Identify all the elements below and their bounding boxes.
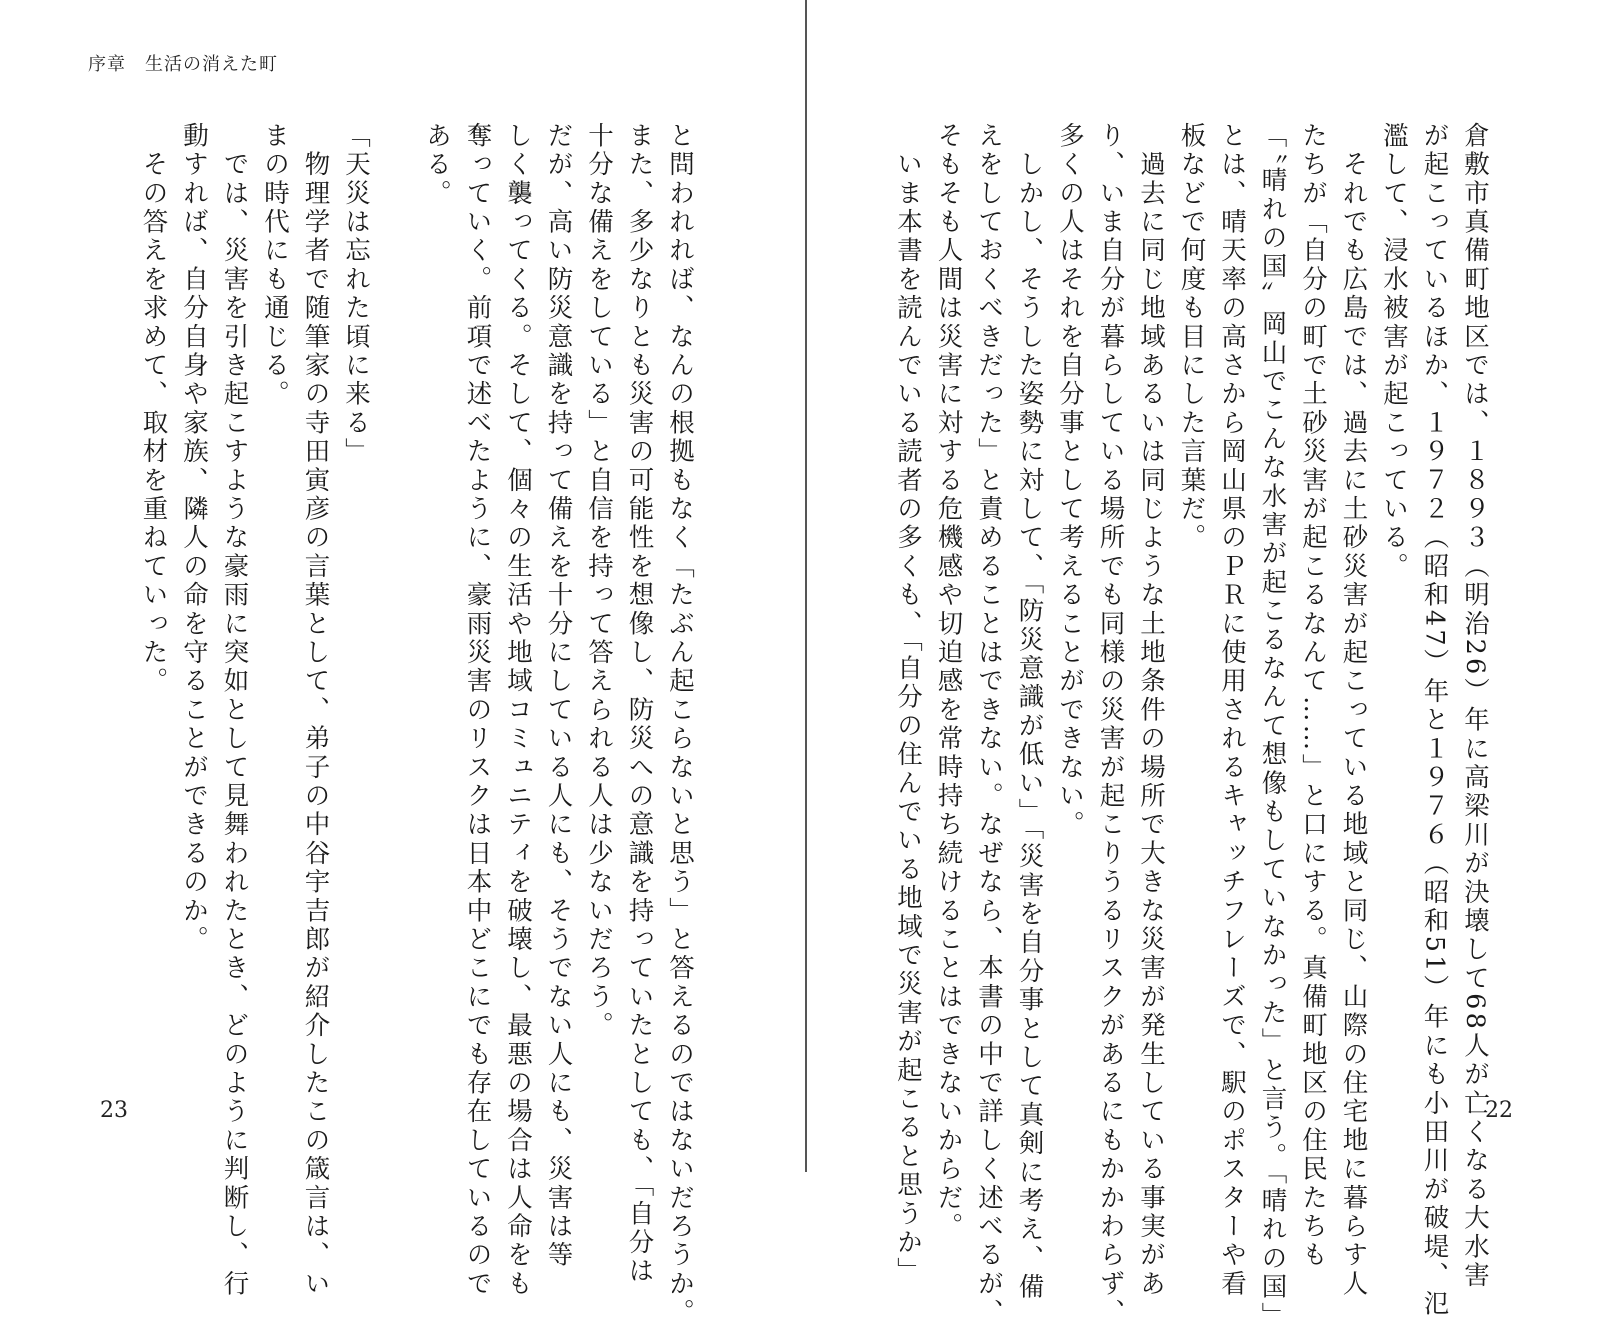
right-page-text	[893, 122, 1495, 1331]
text-line: 「〝晴れの国〟岡山でこんな水害が起こるなんて想像もしていなかった」と言う。「晴れの国」	[1257, 122, 1288, 1331]
text-line: 「天災は忘れた頃に来る」	[341, 122, 371, 467]
left-page-text	[120, 122, 700, 1328]
text-line: いま本書を読んでいる読者の多くも、「自分の住んでいる地域で災害が起こると思うか」	[893, 122, 923, 1286]
page-gutter	[805, 0, 807, 1172]
text-line: 奪っていく。前項で述べたように、豪雨災害のリスクは日本中どこにでも存在しているので	[462, 122, 493, 1299]
text-line: 動すれば、自分自身や家族、隣人の命を守ることができるのか。	[179, 122, 209, 955]
text-line: しく襲ってくる。そして、個々の生活や地域コミュニティを破壊し、最悪の場合は人命をも	[503, 122, 533, 1299]
text-line: たちが「自分の町で土砂災害が起こるなんて……」と口にする。真備町地区の住民たちも	[1298, 122, 1328, 1270]
text-line: その答えを求めて、取材を重ねていった。	[138, 122, 169, 696]
text-line: 過去に同じ地域あるいは同じような土地条件の場所で大きな災害が発生している事実があ	[1136, 122, 1166, 1299]
text-line: では、災害を引き起こすような豪雨に突如として見舞われたとき、どのように判断し、行	[219, 122, 250, 1299]
text-line: が起こっているほか、１９７２（昭和47）年と１９７６（昭和51）年にも小田川が破堤、氾	[1419, 122, 1450, 1319]
text-line: また、多少なりとも災害の可能性を想像し、防災への意識を持っていたとしても、「自分は	[624, 122, 655, 1286]
text-line: そもそも人間は災害に対する危機感や切迫感を常時持ち続けることはできないからだ。	[933, 122, 964, 1242]
text-line: 板などで何度も目にした言葉だ。	[1176, 122, 1207, 553]
running-head: 序章 生活の消えた町	[88, 54, 278, 75]
text-line: 多くの人はそれを自分事として考えることができない。	[1055, 122, 1085, 840]
text-line: ある。	[422, 122, 452, 209]
text-line: とは、晴天率の高さから岡山県のＰＲに使用されるキャッチフレーズで、駅のポスターや看	[1217, 122, 1247, 1299]
page-number-right: 22	[1485, 1098, 1513, 1123]
text-line: 物理学者で随筆家の寺田寅彦の言葉として、弟子の中谷宇吉郎が紹介したこの箴言は、い	[300, 122, 331, 1299]
text-line	[376, 122, 417, 1054]
text-line: と問われれば、なんの根拠もなく「たぶん起こらないと思う」と答えるのではないだろうか。	[665, 122, 695, 1328]
text-line: しかし、そうした姿勢に対して、「防災意識が低い」「災害を自分事として真剣に考え、備	[1014, 122, 1045, 1302]
text-line: り、いま自分が暮らしている場所でも同様の災害が起こりうるリスクがあるにもかかわらず、	[1095, 122, 1126, 1328]
text-line: 濫して、浸水被害が起こっている。	[1379, 122, 1409, 582]
text-line: まの時代にも通じる。	[260, 122, 290, 409]
page-number-left: 23	[100, 1098, 128, 1123]
text-line: 十分な備えをしている」と自信を持って答えられる人は少ないだろう。	[584, 122, 614, 1041]
text-line: 倉敷市真備町地区では、１８９３（明治26）年に高梁川が決壊して68人が亡くなる大水害	[1460, 122, 1490, 1291]
text-line: それでも広島では、過去に土砂災害が起こっている地域と同じ、山際の住宅地に暮らす人	[1338, 122, 1369, 1299]
text-line: だが、高い防災意識を持って備えを十分にしている人にも、そうでない人にも、災害は等	[543, 122, 574, 1270]
text-line: えをしておくべきだった」と責めることはできない。なぜなら、本書の中で詳しく述べるが、	[974, 122, 1004, 1328]
